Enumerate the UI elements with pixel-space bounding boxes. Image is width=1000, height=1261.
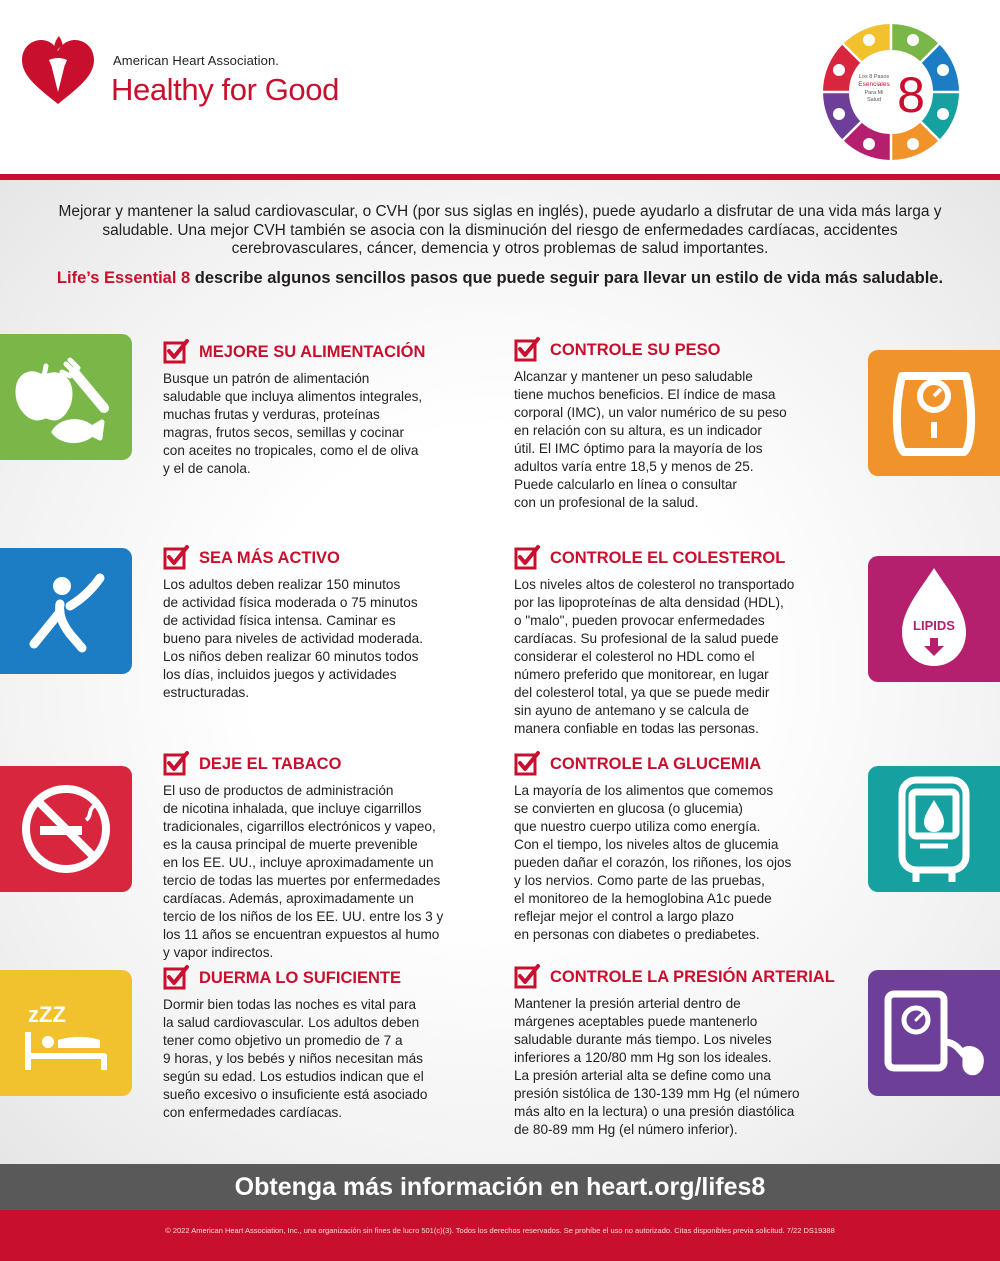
checkbox-icon <box>514 336 540 362</box>
section-title: DUERMA LO SUFICIENTE <box>199 969 401 987</box>
checkbox-icon <box>163 544 189 570</box>
badge-line1: Los 8 Pasos <box>858 74 890 80</box>
badge-number: 8 <box>897 67 925 123</box>
intro-highlight-line <box>50 268 950 288</box>
section-activo <box>163 544 493 702</box>
section-title: DEJE EL TABACO <box>199 755 342 773</box>
life-essential-8-badge <box>806 20 976 165</box>
lipids-label: LIPIDS <box>913 618 955 633</box>
checkbox-icon <box>514 750 540 776</box>
intro-highlight-text: describe algunos sencillos pasos que puede seguir para llevar un estilo de vida más saludable. <box>190 269 944 287</box>
section-title: CONTROLE LA PRESIÓN ARTERIAL <box>550 968 835 986</box>
footer-cta-link[interactable]: Obtenga más información en heart.org/lifes8 <box>234 1173 766 1201</box>
sleep-zzz-label: zZZ <box>28 1002 66 1027</box>
section-title: CONTROLE LA GLUCEMIA <box>550 755 762 773</box>
section-sueno <box>163 964 493 1122</box>
section-tabaco <box>163 750 503 962</box>
page-header <box>0 0 1000 172</box>
aha-logo <box>18 30 358 110</box>
food-icon <box>0 334 132 460</box>
section-title: CONTROLE SU PESO <box>550 341 721 359</box>
sleep-icon <box>0 970 132 1096</box>
checkbox-icon <box>163 338 189 364</box>
lipids-icon <box>868 556 1000 682</box>
section-title: MEJORE SU ALIMENTACIÓN <box>199 343 426 361</box>
no-smoking-icon <box>0 766 132 892</box>
scale-icon <box>868 350 1000 476</box>
heart-torch-icon <box>18 30 98 110</box>
footer-legal-bar <box>0 1210 1000 1261</box>
badge-line2: Esenciales <box>858 81 890 88</box>
footer-legal-text: © 2022 American Heart Association, Inc., una organización sin fines de lucro 501(c)(3). Todos los derechos reservados. Se prohíbe el uso no autorizado. Citas disponibles previa solicitud. 7/22 DS19388 <box>165 1226 835 1235</box>
life-essential-8-label: Life’s Essential 8 <box>56 269 191 287</box>
section-body: Busque un patrón de alimentación saludable que incluya alimentos integrales, muchas frutas y verduras, proteínas magras, frutos secos, semillas y cocinar con aceites no tropicales, como el de oliva y el de canola. <box>163 371 423 476</box>
section-body: La mayoría de los alimentos que comemos se convierten en glucosa (o glucemia) que nuestro cuerpo utiliza como energía. Con el tiempo, los niveles altos de glucemia pueden dañar el corazón, los riñones, los ojos y los nervios. Como parte de las pruebas, el monitoreo de la hemoglobina A1c puede reflejar mejor el control a largo plazo en personas con diabetes o prediabetes. <box>514 783 792 942</box>
section-glucemia <box>514 750 844 944</box>
section-presion <box>514 963 859 1139</box>
section-alimentacion <box>163 338 493 478</box>
footer-cta-bar <box>0 1164 1000 1210</box>
section-body: El uso de productos de administración de nicotina inhalada, que incluye cigarrillos tradicionales, cigarrillos electrónicos y vapeo, es la causa principal de muerte prevenible en los EE. UU., incluye aproximadamente un tercio de todas las muertes por enfermedades cardíacas. Además, aproximadamente un tercio de los niños de los EE. UU. entre los 3 y los 11 años se encuentran expuestos al humo y vapor indirectos. <box>163 783 444 960</box>
section-body: Alcanzar y mantener un peso saludable tiene muchos beneficios. El índice de masa corporal (IMC), un valor numérico de su peso en relación con su altura, es un indicador útil. El IMC óptimo para la mayoría de los adultos varía entre 18,5 y menos de 25. Puede calcularlo en línea o consultar con un profesional de la salud. <box>514 369 787 510</box>
checkbox-icon <box>514 963 540 989</box>
checkbox-icon <box>514 544 540 570</box>
stretch-icon <box>0 548 132 674</box>
section-body: Mantener la presión arterial dentro de márgenes aceptables puede mantenerlo saludable durante más tiempo. Los niveles inferiores a 120/80 mm Hg son los ideales. La presión arterial alta se define como una presión sistólica de 130-139 mm Hg (el número más alto en la lectura) o una presión diastólica de 80-89 mm Hg (el número inferior). <box>514 996 800 1137</box>
section-body: Los adultos deben realizar 150 minutos de actividad física moderada o 75 minutos de actividad física intensa. Caminar es bueno para niveles de actividad moderada. Los niños deben realizar 60 minutos todos los días, incluidos juegos y actividades estructuradas. <box>163 577 423 700</box>
brand-name: Healthy for Good <box>111 72 339 107</box>
glucose-meter-icon <box>868 766 1000 892</box>
section-peso <box>514 336 844 512</box>
badge-line4: Salud <box>866 97 882 103</box>
section-title: SEA MÁS ACTIVO <box>199 549 340 567</box>
checkbox-icon <box>163 964 189 990</box>
org-name: American Heart Association. <box>113 53 279 68</box>
badge-line3: Para Mi <box>864 90 884 96</box>
checkbox-icon <box>163 750 189 776</box>
section-title: CONTROLE EL COLESTEROL <box>550 549 786 567</box>
blood-pressure-icon <box>868 970 1000 1096</box>
section-colesterol <box>514 544 854 738</box>
section-body: Dormir bien todas las noches es vital para la salud cardiovascular. Los adultos deben tener como objetivo un promedio de 7 a 9 horas, y los bebés y niños necesitan más según su edad. Los estudios indican que el sueño excesivo o insuficiente está asociado con enfermedades cardíacas. <box>163 997 428 1120</box>
intro-paragraph: Mejorar y mantener la salud cardiovascular, o CVH (por sus siglas en inglés), puede ayudarlo a disfrutar de una vida más larga y saludable. Una mejor CVH también se asocia con la disminución del riesgo de enfermedades cardíacas, accidentes cerebrovasculares, cáncer, demencia y otros problemas de salud importantes. <box>58 203 942 257</box>
section-body: Los niveles altos de colesterol no transportado por las lipoproteínas de alta densidad (HDL), o "malo", pueden provocar enfermedades cardíacas. Su profesional de la salud puede considerar el colesterol no HDL como el número preferido que monitorear, en lugar del colesterol total, ya que se puede medir sin ayuno de antemano y se calcula de manera confiable en todas las personas. <box>514 577 795 736</box>
